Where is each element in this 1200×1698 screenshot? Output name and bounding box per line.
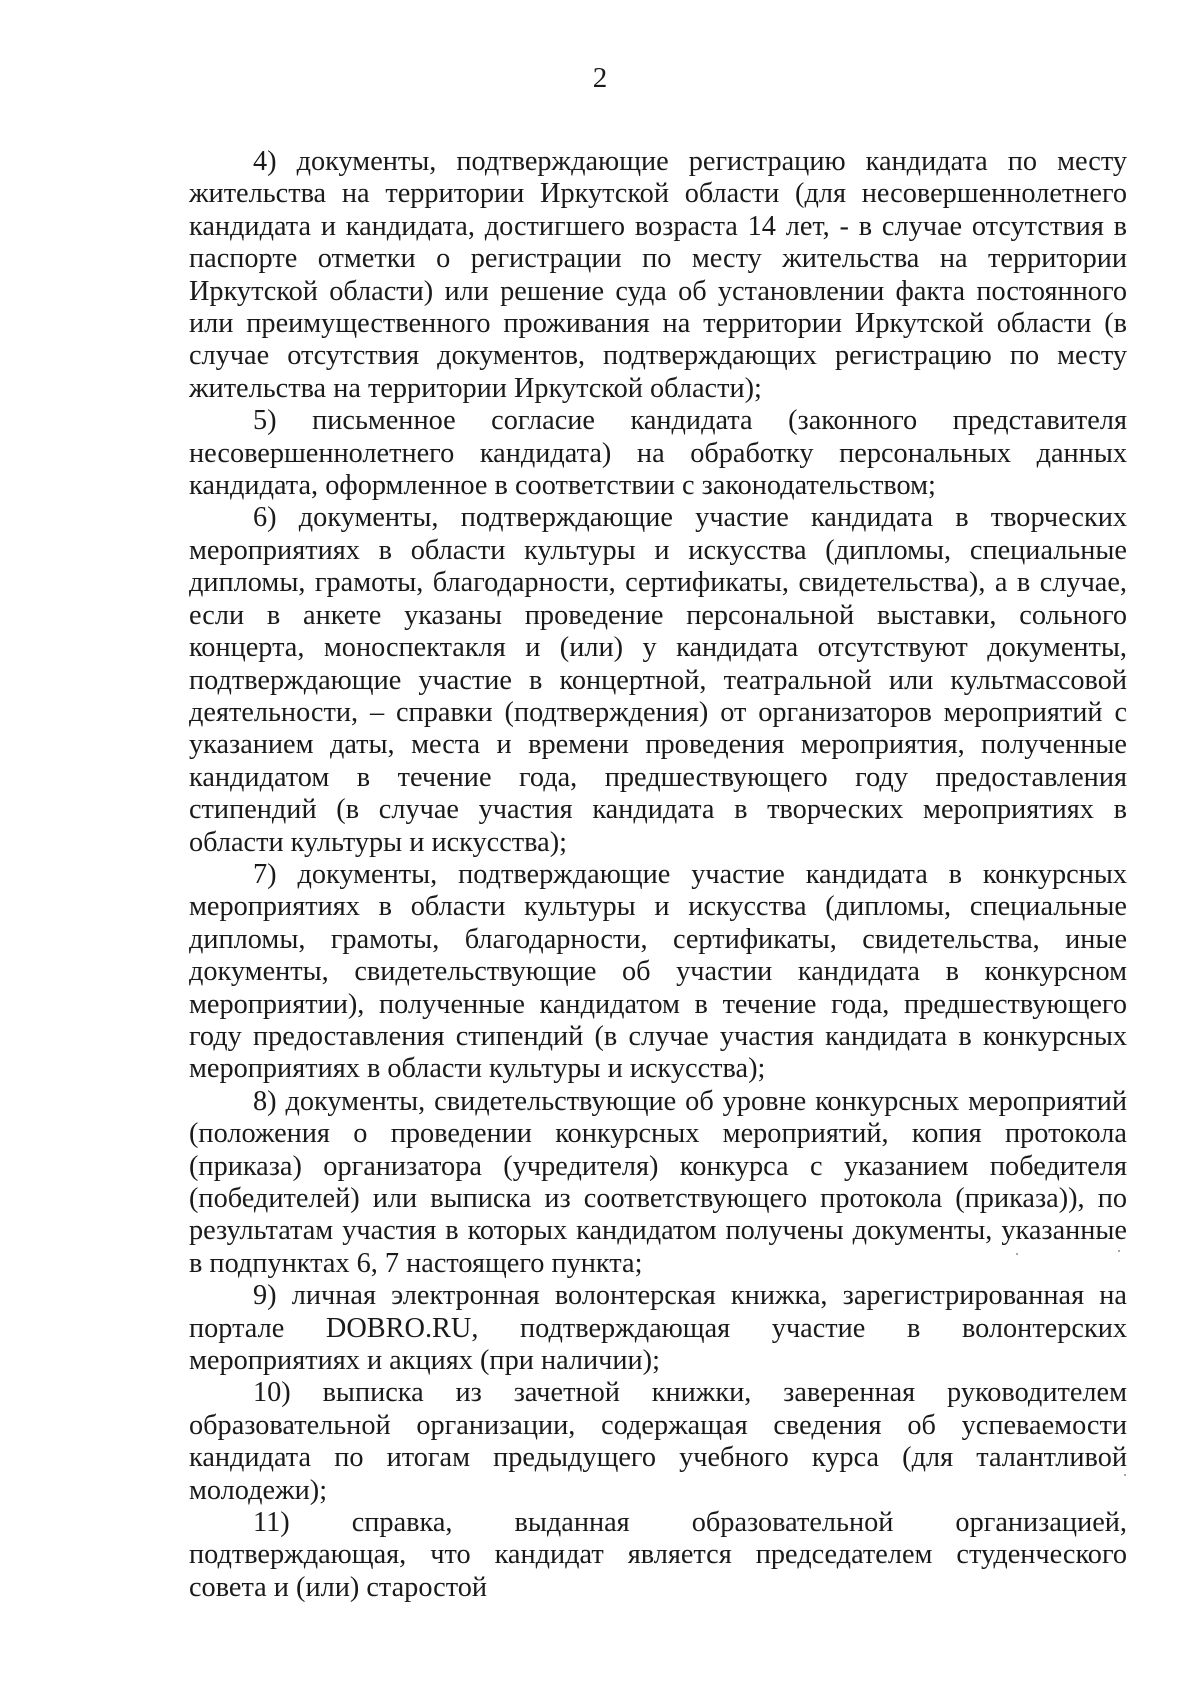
scan-speck [1124,1474,1126,1476]
list-item-4: 4) документы, подтверждающие регистрацию кандидата по месту жительства на территории Иркутской области (для несовершеннолетнего кандидата и кандидата, достигшего возраста 14 лет, - в случае отсутствия в паспорте отметки о регистрации по месту жительства на территории Иркутской области) или решение суда об установлении факта постоянного или преимущественного проживания на территории Иркутской области (в случае отсутствия документов, подтверждающих регистрацию по месту жительства на территории Иркутской области); [189,146,1127,404]
scan-speck [1118,1250,1120,1252]
list-item-9: 9) личная электронная волонтерская книжка, зарегистрированная на портале DOBRO.RU, подтверждающая участие в волонтерских мероприятиях и акциях (при наличии); [189,1280,1127,1377]
scan-speck [1016,1253,1018,1255]
page-number: 2 [592,62,608,94]
list-item-7: 7) документы, подтверждающие участие кандидата в конкурсных мероприятиях в области культуры и искусства (дипломы, специальные дипломы, грамоты, благодарности, сертификаты, свидетельства, иные документы, свидетельствующие об участии кандидата в конкурсном мероприятии), полученные кандидатом в течение года, предшествующего году предоставления стипендий (в случае участия кандидата в конкурсных мероприятиях в области культуры и искусства); [189,858,1127,1085]
list-item-8: 8) документы, свидетельствующие об уровне конкурсных мероприятий (положения о проведении конкурсных мероприятий, копия протокола (приказа) организатора (учредителя) конкурса с указанием победителя (победителей) или выписка из соответствующего протокола (приказа)), по результатам участия в которых кандидатом получены документы, указанные в подпунктах 6, 7 настоящего пункта; [189,1085,1127,1279]
document-body [189,146,1127,1604]
list-item-5: 5) письменное согласие кандидата (законного представителя несовершеннолетнего кандидата) на обработку персональных данных кандидата, оформленное в соответствии с законодательством; [189,405,1127,502]
list-item-6: 6) документы, подтверждающие участие кандидата в творческих мероприятиях в области культуры и искусства (дипломы, специальные дипломы, грамоты, благодарности, сертификаты, свидетельства), а в случае, если в анкете указаны проведение персональной выставки, сольного концерта, моноспектакля и (или) у кандидата отсутствуют документы, подтверждающие участие в концертной, театральной или культмассовой деятельности, – справки (подтверждения) от организаторов мероприятий с указанием даты, места и времени проведения мероприятия, полученные кандидатом в течение года, предшествующего году предоставления стипендий (в случае участия кандидата в творческих мероприятиях в области культуры и искусства); [189,502,1127,858]
list-item-11: 11) справка, выданная образовательной организацией, подтверждающая, что кандидат является председателем студенческого совета и (или) старостой [189,1507,1127,1603]
list-item-10: 10) выписка из зачетной книжки, заверенная руководителем образовательной организации, содержащая сведения об успеваемости кандидата по итогам предыдущего учебного курса (для талантливой молодежи); [189,1377,1127,1506]
